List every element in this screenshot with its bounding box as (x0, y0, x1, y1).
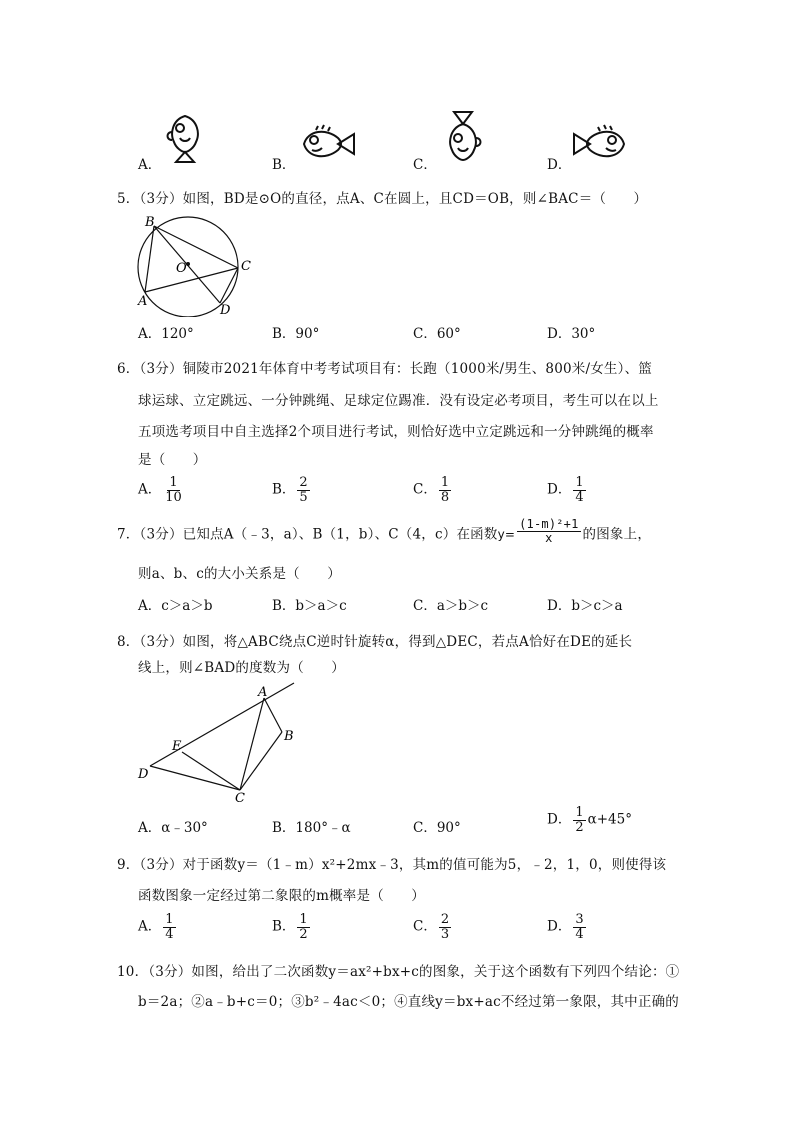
label-e: E (172, 739, 182, 754)
fish-figure-b (300, 124, 356, 164)
q9-option-a-num: 1 (165, 912, 174, 927)
q10-line-2: b＝2a；②a﹣b+c＝0；③b²﹣4ac＜0；④直线y＝bx+ac不经过第一象限，其中正确的 (138, 994, 679, 1010)
q6-option-b-num: 2 (299, 475, 308, 490)
fish-d-icon (572, 124, 628, 164)
q9-option-d-num: 3 (575, 912, 584, 927)
q9-line-2: 函数图象一定经过第二象限的m概率是（ ） (138, 888, 426, 904)
q8-option-d[interactable] (547, 806, 632, 834)
q9-option-c[interactable] (413, 913, 453, 941)
q6-option-c[interactable] (413, 476, 453, 504)
q9-option-c-num: 2 (440, 912, 450, 927)
q6-option-b[interactable] (272, 476, 312, 504)
q7-line-1 (117, 517, 652, 548)
q9-option-b-label: B． (272, 918, 296, 935)
q8-option-c[interactable]: C．90° (413, 820, 461, 836)
label-c: C (241, 259, 251, 274)
q5-option-a[interactable]: A．120° (138, 326, 194, 342)
label-d: D (138, 767, 149, 782)
q4-option-a[interactable]: A． (138, 157, 162, 173)
q5-score: （3分） (139, 191, 183, 207)
q5-option-d[interactable]: D．30° (547, 326, 596, 342)
q7-func-den: x (545, 530, 553, 545)
fish-figure-a (160, 112, 210, 164)
q8-line-2: 线上，则∠BAD的度数为（ ） (138, 660, 346, 676)
q6-option-b-label: B． (272, 481, 296, 498)
q9-option-c-label: C． (413, 918, 437, 935)
q6-option-d[interactable] (547, 476, 588, 504)
q8-option-d-num: 1 (575, 805, 584, 820)
q8-rotation-figure (132, 680, 302, 805)
q8-option-b[interactable]: B．180°﹣α (272, 820, 351, 836)
q6-option-b-den: 5 (299, 489, 308, 505)
q6-line-3: 五项选考项目中自主选择2个项目进行考试，则恰好选中立定跳远和一分钟跳绳的概率 (138, 424, 654, 440)
q9-option-b-num: 1 (299, 912, 308, 927)
q6-option-a-den: 10 (165, 489, 182, 505)
q10-text-1: 如图，给出了二次函数y＝ax²+bx+c的图象，关于这个函数有下列四个结论：① (191, 964, 680, 980)
q9-text-1: 对于函数y＝（1﹣m）x²+2mx﹣3，其m的值可能为5，﹣2，1，0，则使得该 (182, 857, 667, 873)
q7-number: 7． (117, 526, 140, 543)
label-d: D (220, 303, 231, 317)
q8-number: 8． (117, 634, 140, 650)
q4-option-d[interactable]: D． (547, 157, 572, 173)
q8-score: （3分） (139, 634, 183, 650)
q6-option-c-num: 1 (440, 475, 450, 490)
q8-text-1: 如图，将△ABC绕点C逆时针旋转α，得到△DEC，若点A恰好在DE的延长 (182, 634, 633, 650)
q7-text-after: 的图象上， (582, 526, 652, 543)
q7-score: （3分） (139, 526, 183, 543)
q6-line-2: 球运球、立定跳远、一分钟跳绳、足球定位踢准．没有设定必考项目，考生可以在以上 (138, 393, 659, 409)
q9-option-a-label: A． (138, 918, 162, 935)
q7-func-num: (1-m)²+1 (519, 517, 579, 531)
q9-option-d-den: 4 (575, 926, 584, 942)
label-o: O (176, 261, 187, 276)
q5-stem (117, 187, 647, 207)
q9-option-a[interactable] (138, 913, 178, 941)
q6-line-4: 是（ ） (138, 452, 207, 468)
q10-line-1 (117, 960, 679, 980)
q6-text-1: 铜陵市2021年体育中考考试项目有：长跑（1000米/男生、800米/女生）、篮 (182, 361, 652, 377)
q5-text: 如图，BD是⊙O的直径，点A、C在圆上，且CD＝OB，则∠BAC＝（ ） (182, 191, 648, 207)
q6-number: 6． (117, 361, 140, 377)
q6-option-c-label: C． (413, 481, 437, 498)
q9-option-b-den: 2 (299, 926, 308, 942)
fish-b-icon (300, 124, 356, 164)
q5-option-c[interactable]: C．60° (413, 326, 461, 342)
q7-func-fraction (517, 518, 580, 544)
q9-option-c-den: 3 (440, 926, 450, 942)
q7-text-before: 已知点A（﹣3，a）、B（1，b）、C（4，c）在函数 (182, 526, 498, 543)
q5-circle-figure (132, 212, 257, 317)
q8-option-d-tail: α+45° (587, 811, 632, 828)
q5-option-b[interactable]: B．90° (272, 326, 320, 342)
q8-option-a[interactable]: A．α﹣30° (138, 820, 208, 836)
label-b: B (284, 729, 294, 744)
q8-line-1 (117, 630, 632, 650)
q7-func-y: y= (497, 527, 516, 542)
q9-option-a-den: 4 (165, 926, 174, 942)
label-a: A (138, 294, 148, 309)
q9-option-d[interactable] (547, 913, 588, 941)
q7-line-2: 则a、b、c的大小关系是（ ） (138, 566, 341, 582)
q9-option-d-label: D． (547, 918, 572, 935)
q5-number: 5． (117, 191, 140, 207)
fish-a-icon (160, 112, 210, 164)
q9-line-1 (117, 853, 666, 873)
q6-option-a-num: 1 (169, 475, 178, 490)
q7-option-d[interactable]: D．b＞c＞a (547, 598, 623, 614)
label-a: A (258, 685, 268, 700)
q4-option-c[interactable]: C． (413, 157, 437, 173)
label-b: B (145, 215, 155, 230)
q6-score: （3分） (139, 361, 183, 377)
q6-option-a[interactable] (138, 476, 186, 504)
q4-option-b[interactable]: B． (272, 157, 296, 173)
q10-number: 10． (117, 964, 149, 980)
q7-option-a[interactable]: A．c＞a＞b (138, 598, 213, 614)
fish-figure-d (572, 124, 628, 164)
q6-line-1 (117, 357, 652, 377)
q8-option-d-den: 2 (575, 819, 584, 835)
q6-option-c-den: 8 (440, 489, 450, 505)
q6-option-d-label: D． (547, 481, 572, 498)
q6-option-d-den: 4 (575, 489, 584, 505)
q8-option-d-label: D． (547, 811, 572, 828)
q6-option-d-num: 1 (575, 475, 584, 490)
label-c: C (235, 791, 245, 805)
fish-c-icon (438, 110, 488, 164)
fish-figure-c (438, 110, 488, 164)
q9-score: （3分） (139, 857, 183, 873)
q7-option-b[interactable]: B．b＞a＞c (272, 598, 347, 614)
q9-number: 9． (117, 857, 140, 873)
q7-option-c[interactable]: C．a＞b＞c (413, 598, 489, 614)
q6-option-a-label: A． (138, 481, 162, 498)
q10-score: （3分） (148, 964, 192, 980)
q9-option-b[interactable] (272, 913, 312, 941)
